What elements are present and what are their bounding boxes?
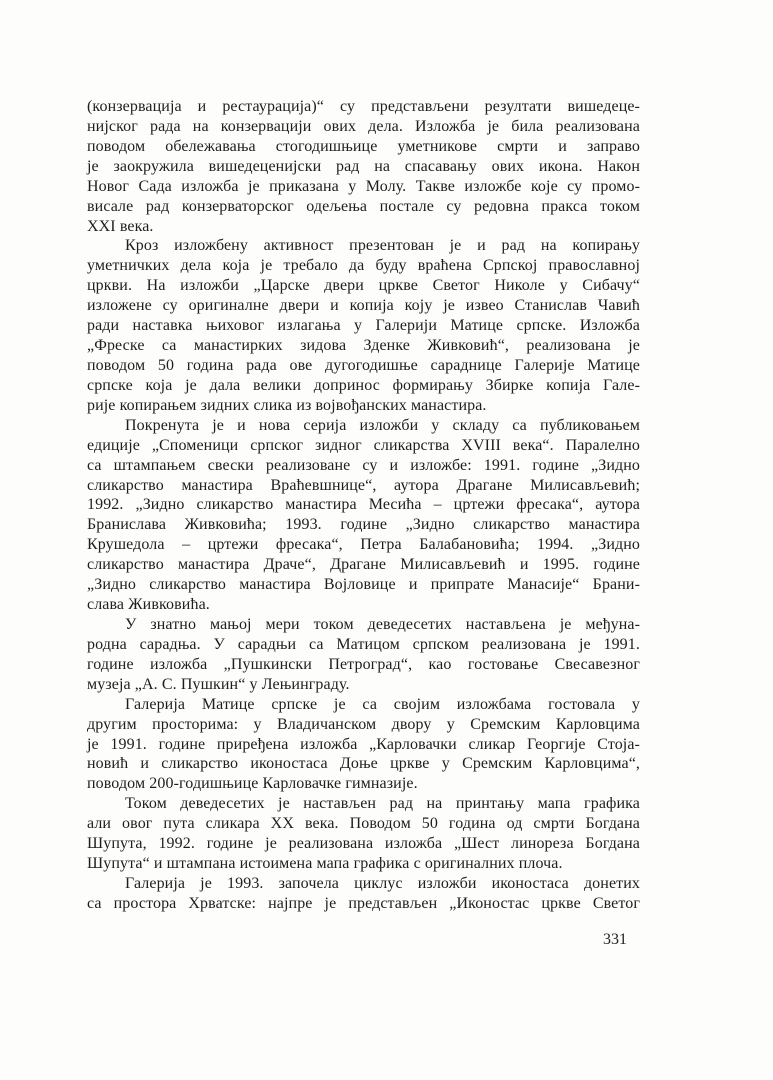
text-line: едиције „Споменици српског зидног сликарства XVIII века“. Паралелно: [87, 436, 640, 454]
text-line: Бранислава Живковића; 1993. године „Зидно сликарство манастира: [87, 516, 640, 534]
text-line: сликарство манастира Враћевшнице“, аутора Драгане Милисављевић;: [87, 476, 640, 494]
paragraph: [87, 874, 640, 914]
text-line: са штампањем свески реализоване су и изложбе: 1991. године „Зидно: [87, 456, 640, 474]
text-line: цркви. На изложби „Царске двери цркве Светог Николе у Сибачу“: [87, 277, 640, 295]
text-line: уметничких дела која је требало да буду враћена Српској православној: [87, 257, 640, 275]
text-line: рије копирањем зидних слика из војвођанских манастира.: [87, 396, 487, 414]
text-line: XXI века.: [87, 217, 154, 235]
text-line: новић и сликарство иконостаса Доње цркве у Сремским Карловцима“,: [87, 755, 640, 773]
paragraph: [87, 794, 640, 874]
text-line: поводом обележавања стогодишњице уметникове смрти и заправо: [87, 137, 640, 155]
text-line: 1992. „Зидно сликарство манастира Месића – цртежи фресака“, аутора: [87, 496, 640, 514]
text-line: поводом 200-годишњице Карловачке гимназије.: [87, 775, 418, 793]
text-line: је 1991. године приређена изложба „Карловачки сликар Георгије Стоја-: [87, 735, 640, 753]
text-line: године изложба „Пушкински Петроград“, као гостовање Свесавезног: [87, 655, 640, 673]
text-line: Покренута је и нова серија изложби у складу са публиковањем: [125, 416, 640, 434]
text-line: нијског рада на конзервацији ових дела. Изложба је била реализована: [87, 117, 640, 135]
text-line: Галерија Матице српске је са својим изложбама гостовала у: [125, 695, 640, 713]
text-line: али овог пута сликара XX века. Поводом 50 година од смрти Богдана: [87, 815, 640, 833]
text-line: сликарство манастира Драче“, Драгане Милисављевић и 1995. године: [87, 556, 640, 574]
text-line: висале рад конзерваторског одељења постале су редовна пракса током: [87, 197, 640, 215]
text-line: Током деведесетих је настављен рад на принтању мапа графика: [125, 795, 640, 813]
text-line: Крушедола – цртежи фресака“, Петра Балабановића; 1994. „Зидно: [87, 536, 640, 554]
text-line: српске која је дала велики допринос формирању Збирке копија Гале-: [87, 376, 640, 394]
text-line: „Фреске са манастирких зидова Зденке Живковић“, реализована је: [87, 337, 640, 355]
text-line: Шупута, 1992. године је реализована изложба „Шест линореза Богдана: [87, 835, 640, 853]
text-line: Шупута“ и штампана истоимена мапа графика с оригиналних плоча.: [87, 855, 563, 873]
text-line: ради наставка њиховог излагања у Галерији Матице српске. Изложба: [87, 317, 640, 335]
text-line: је заокружила вишедеценијски рад на спасавању ових икона. Након: [87, 157, 640, 175]
body-text: [87, 97, 640, 914]
paragraph: [87, 236, 640, 415]
text-line: са простора Хрватске: најпре је представљен „Иконостас цркве Светог: [87, 894, 640, 912]
text-line: „Зидно сликарство манастира Војловице и припрате Манасије“ Брани-: [87, 576, 640, 594]
text-line: У знатно мањој мери током деведесетих настављена је међуна-: [125, 615, 640, 633]
paragraph: [87, 416, 640, 615]
text-line: слава Живковића.: [87, 596, 210, 614]
text-line: Кроз изложбену активност презентован је и рад на копирању: [125, 237, 640, 255]
text-line: родна сарадња. У сарадњи са Матицом српском реализована је 1991.: [87, 635, 640, 653]
text-line: музеја „А. С. Пушкин“ у Лењинграду.: [87, 675, 350, 693]
text-line: изложене су оригиналне двери и копија коју је извео Станислав Чавић: [87, 297, 640, 315]
text-line: Галерија је 1993. започела циклус изложби иконостаса донетих: [125, 874, 640, 892]
paragraph: [87, 615, 640, 695]
page-number: 331: [603, 931, 627, 948]
text-line: другим просторима: у Владичанском двору у Сремским Карловцима: [87, 715, 640, 733]
text-line: (конзервација и рестаурација)“ су представљени резултати вишедеце-: [87, 98, 640, 115]
text-line: поводом 50 година рада ове дугогодишње сараднице Галерије Матице: [87, 356, 640, 374]
paragraph: [87, 695, 640, 795]
paragraph: [87, 97, 640, 236]
text-line: Новог Сада изложба је приказана у Молу. Такве изложбе које су промо-: [87, 177, 640, 195]
